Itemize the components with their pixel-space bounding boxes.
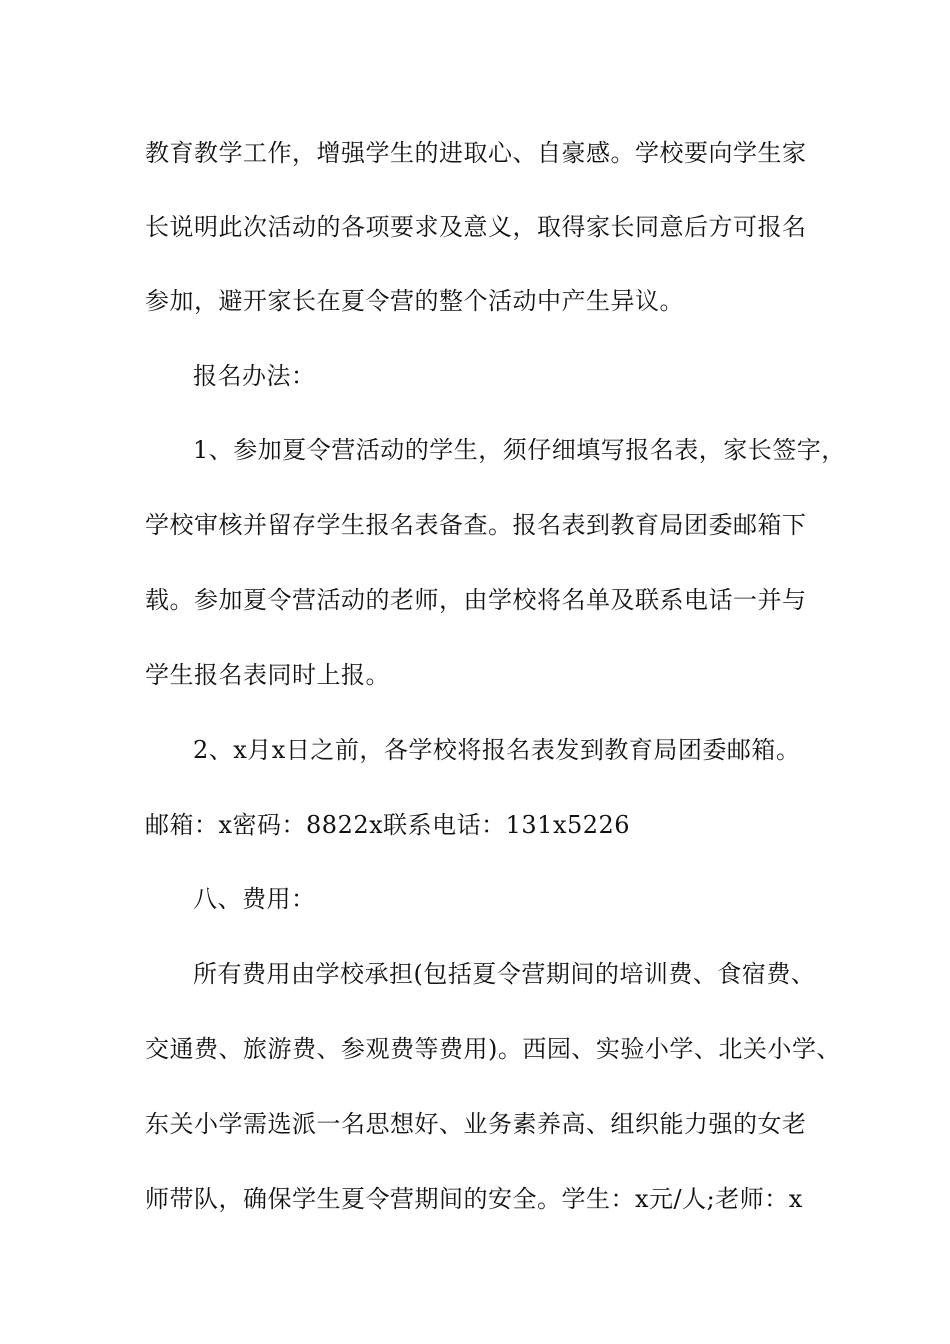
section-heading: 八、费用： bbox=[193, 885, 316, 913]
paragraph-line: 1、参加夏令营活动的学生，须仔细填写报名表，家长签字， bbox=[193, 436, 846, 464]
paragraph-line: 师带队，确保学生夏令营期间的安全。学生：x元/人;老师：x bbox=[145, 1185, 803, 1213]
contact-line: 邮箱：x密码：8822x联系电话：131x5226 bbox=[145, 811, 631, 839]
paragraph-line: 参加，避开家长在夏令营的整个活动中产生异议。 bbox=[145, 287, 684, 315]
paragraph-line: 所有费用由学校承担(包括夏令营期间的培训费、食宿费、 bbox=[193, 960, 816, 988]
paragraph-line: 2、x月x日之前，各学校将报名表发到教育局团委邮箱。 bbox=[193, 736, 801, 764]
paragraph-line: 学生报名表同时上报。 bbox=[145, 661, 390, 689]
section-heading: 报名办法： bbox=[193, 362, 316, 390]
paragraph-line: 教育教学工作，增强学生的进取心、自豪感。学校要向学生家 bbox=[145, 139, 807, 167]
paragraph-line: 载。参加夏令营活动的老师，由学校将名单及联系电话一并与 bbox=[145, 586, 807, 614]
paragraph-line: 交通费、旅游费、参观费等费用)。西园、实验小学、北关小学、 bbox=[145, 1035, 841, 1063]
paragraph-line: 长说明此次活动的各项要求及意义，取得家长同意后方可报名 bbox=[145, 213, 807, 241]
paragraph-line: 学校审核并留存学生报名表备查。报名表到教育局团委邮箱下 bbox=[145, 511, 807, 539]
paragraph-line: 东关小学需选派一名思想好、业务素养高、组织能力强的女老 bbox=[145, 1110, 807, 1138]
